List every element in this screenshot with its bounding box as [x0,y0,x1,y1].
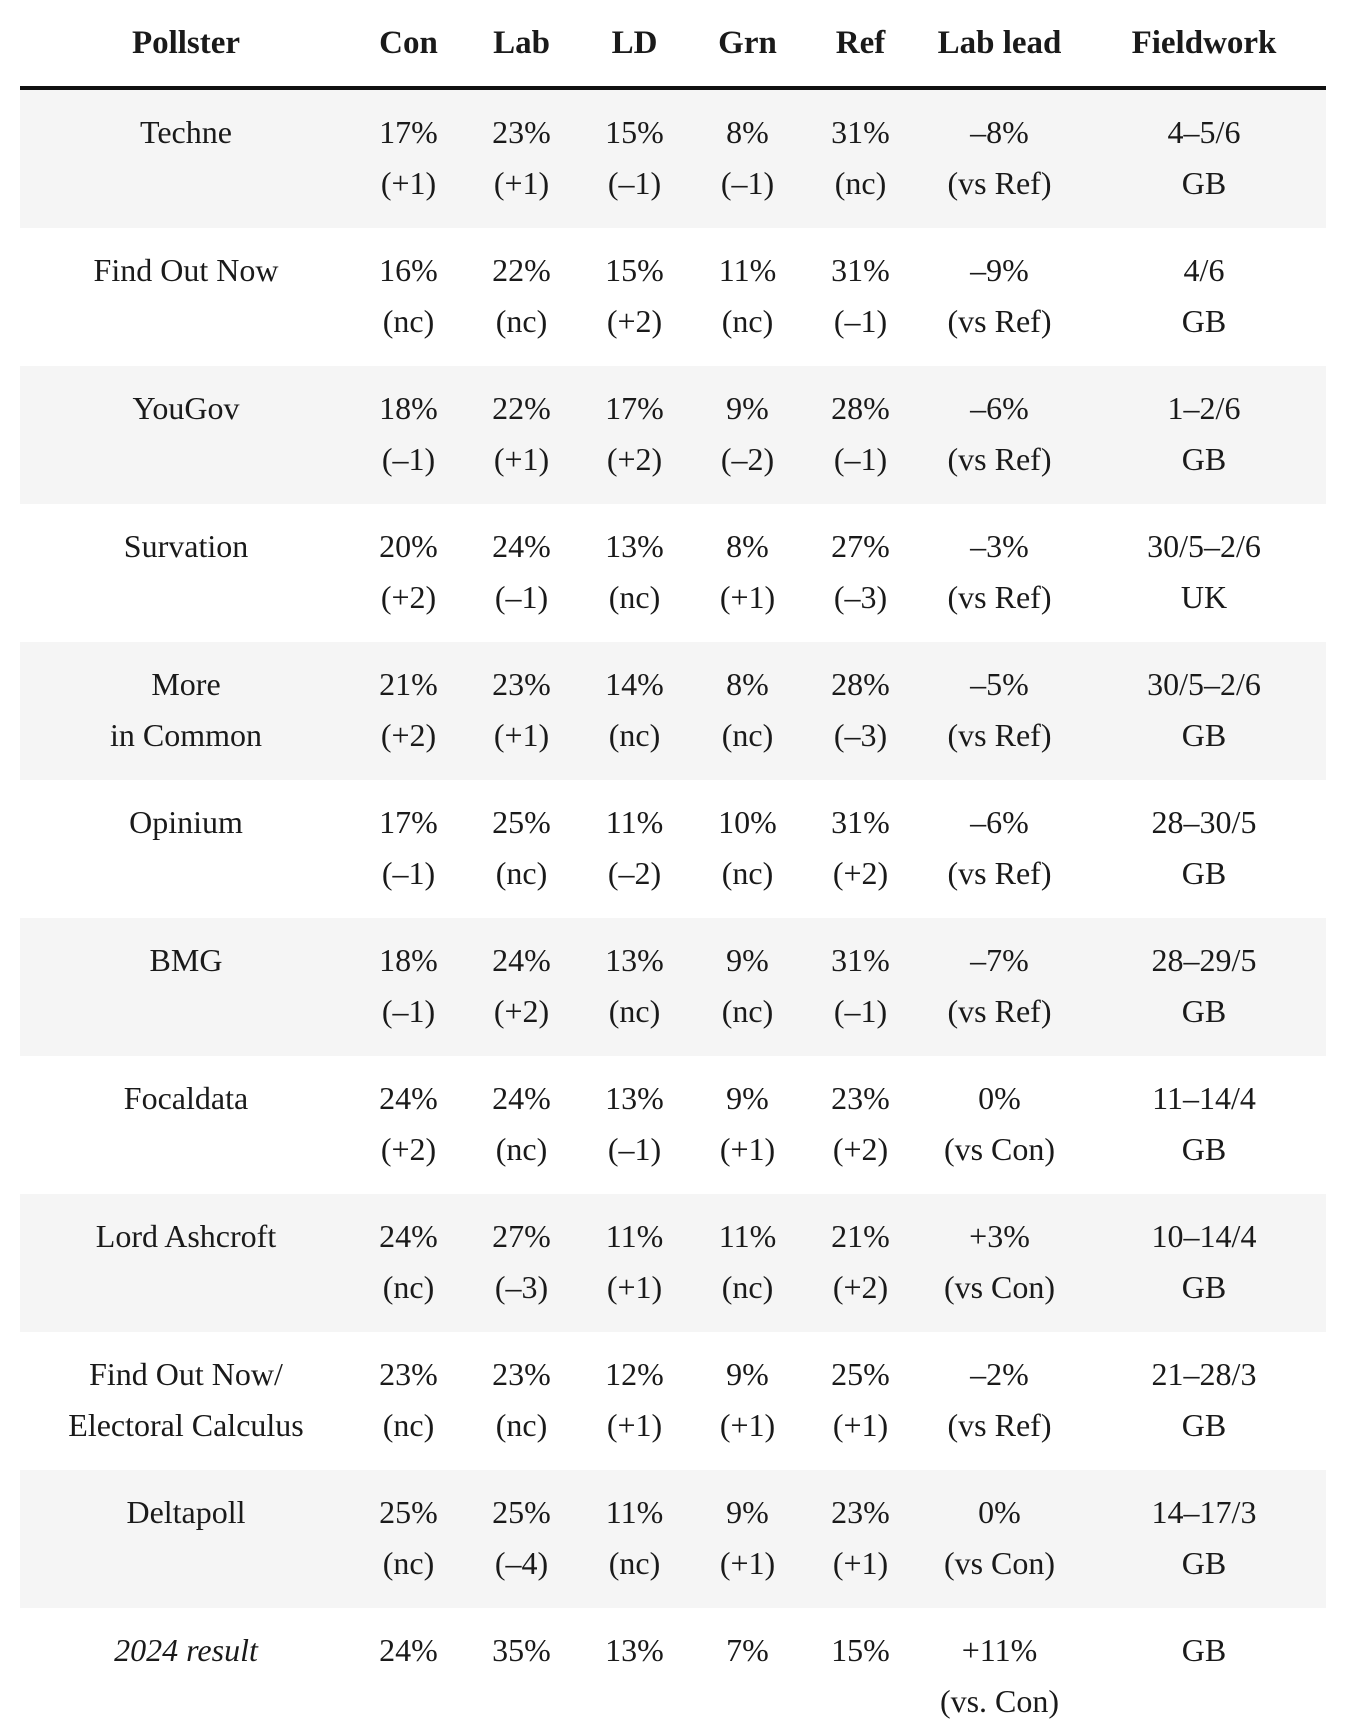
cell-value: 17% [379,804,438,840]
cell-ref [804,918,917,1056]
cell-value: 17% [605,390,664,426]
cell-ref [804,1056,917,1194]
cell-detail: (nc) [721,1269,774,1305]
column-header-pollster: Pollster [20,0,352,88]
cell-detail: (+1) [493,441,550,477]
table-row [20,918,1326,1056]
cell-detail: (+1) [606,1407,663,1443]
cell-pollster [20,918,352,1056]
cell-detail: (+1) [719,1407,776,1443]
cell-value: 23% [379,1356,438,1392]
cell-value: 24% [492,942,551,978]
cell-value: 8% [726,528,769,564]
cell-value: 25% [492,1494,551,1530]
cell-value: 22% [492,252,551,288]
cell-value: 31% [831,942,890,978]
cell-value: 20% [379,528,438,564]
cell-value: 18% [379,390,438,426]
cell-lead [917,228,1082,366]
table-row [20,642,1326,780]
column-header-fieldwork: Fieldwork [1082,0,1326,88]
cell-lab [465,1056,578,1194]
cell-value: 13% [605,1632,664,1668]
cell-value: 16% [379,252,438,288]
cell-value: –6% [970,804,1029,840]
cell-con [352,780,465,918]
cell-pollster [20,1470,352,1608]
column-header-ld: LD [578,0,691,88]
cell-detail: (–2) [720,441,775,477]
cell-value: Find Out Now [93,252,279,288]
cell-value: 1–2/6 [1167,390,1241,426]
cell-lead [917,1470,1082,1608]
cell-detail: (+2) [380,717,437,753]
cell-value: 31% [831,252,890,288]
cell-value: 22% [492,390,551,426]
cell-detail: GB [1181,441,1227,477]
cell-detail: (nc) [721,303,774,339]
cell-value: 10% [718,804,777,840]
cell-con [352,228,465,366]
cell-lead [917,1056,1082,1194]
cell-value: 23% [831,1080,890,1116]
cell-value: 15% [605,252,664,288]
cell-detail: GB [1181,303,1227,339]
cell-pollster [20,642,352,780]
table-row [20,1470,1326,1608]
cell-fieldwork [1082,1332,1326,1470]
cell-detail: (nc) [721,717,774,753]
cell-pollster [20,1608,352,1727]
cell-value: 4–5/6 [1167,114,1241,150]
cell-detail: (vs Con) [943,1269,1056,1305]
cell-grn [691,228,804,366]
cell-value: 2024 result [114,1632,258,1668]
cell-con [352,1194,465,1332]
cell-value: 17% [379,114,438,150]
cell-value: 9% [726,942,769,978]
column-header-lab-lead: Lab lead [917,0,1082,88]
table-row [20,504,1326,642]
cell-value: 11% [718,252,777,288]
cell-value: 9% [726,1356,769,1392]
cell-lead [917,642,1082,780]
cell-detail: UK [1180,579,1228,615]
cell-detail: (nc) [495,1131,548,1167]
cell-ref [804,504,917,642]
cell-detail: GB [1181,855,1227,891]
cell-detail: (–1) [833,303,888,339]
cell-grn [691,642,804,780]
cell-ref [804,780,917,918]
cell-con [352,366,465,504]
cell-detail: (vs Ref) [947,1407,1052,1443]
cell-value: Find Out Now/ [89,1356,283,1392]
cell-detail: (+1) [719,1545,776,1581]
cell-value: 21–28/3 [1151,1356,1257,1392]
cell-value: Deltapoll [126,1494,246,1530]
cell-detail: (+2) [380,579,437,615]
cell-detail: (–1) [833,993,888,1029]
cell-detail: (–2) [607,855,662,891]
cell-value: 24% [492,1080,551,1116]
cell-detail: (–3) [494,1269,549,1305]
cell-value: 13% [605,1080,664,1116]
cell-detail: in Common [109,717,262,753]
cell-lab [465,1608,578,1727]
cell-detail: (–4) [494,1545,549,1581]
cell-value: More [151,666,221,702]
cell-value: 23% [831,1494,890,1530]
cell-detail: (–1) [494,579,549,615]
cell-detail: (vs Ref) [947,993,1052,1029]
cell-grn [691,366,804,504]
cell-value: 0% [978,1494,1021,1530]
cell-value: 21% [379,666,438,702]
cell-value: Opinium [129,804,243,840]
cell-fieldwork [1082,366,1326,504]
cell-detail: (nc) [608,993,661,1029]
cell-value: 11% [605,804,664,840]
cell-lead [917,1332,1082,1470]
cell-ref [804,88,917,228]
cell-ref [804,1194,917,1332]
cell-fieldwork [1082,228,1326,366]
cell-con [352,642,465,780]
cell-detail: (+1) [380,165,437,201]
cell-value: 13% [605,528,664,564]
cell-value: 28–29/5 [1151,942,1257,978]
cell-ld [578,1194,691,1332]
cell-fieldwork [1082,1194,1326,1332]
cell-lead [917,918,1082,1056]
cell-detail: (–3) [833,717,888,753]
cell-detail: (+2) [493,993,550,1029]
cell-ref [804,366,917,504]
cell-detail: (+2) [832,855,889,891]
cell-value: 28% [831,390,890,426]
cell-value: 14% [605,666,664,702]
cell-lab [465,1194,578,1332]
cell-lab [465,918,578,1056]
cell-value: 24% [379,1218,438,1254]
cell-value: 10–14/4 [1151,1218,1257,1254]
cell-grn [691,1332,804,1470]
cell-detail: (–3) [833,579,888,615]
cell-detail: (vs Ref) [947,717,1052,753]
cell-value: 31% [831,114,890,150]
cell-lab [465,1470,578,1608]
cell-detail: (+2) [606,441,663,477]
cell-lead [917,780,1082,918]
cell-value: 11% [718,1218,777,1254]
cell-value: 13% [605,942,664,978]
cell-ld [578,780,691,918]
cell-con [352,918,465,1056]
cell-value: +3% [969,1218,1030,1254]
cell-detail: (vs Ref) [947,165,1052,201]
cell-value: –5% [970,666,1029,702]
cell-value: 35% [492,1632,551,1668]
cell-value: 30/5–2/6 [1147,666,1261,702]
cell-detail: GB [1181,1545,1227,1581]
table-row [20,1332,1326,1470]
cell-value: 8% [726,666,769,702]
cell-value: 23% [492,1356,551,1392]
cell-value: Lord Ashcroft [95,1218,277,1254]
cell-ref [804,1608,917,1727]
cell-lead [917,1194,1082,1332]
cell-pollster [20,1332,352,1470]
poll-table [20,0,1326,1727]
cell-detail: (+1) [832,1545,889,1581]
table-row [20,1194,1326,1332]
cell-value: 14–17/3 [1151,1494,1257,1530]
cell-detail: (+1) [719,579,776,615]
cell-ld [578,504,691,642]
cell-fieldwork [1082,504,1326,642]
cell-ld [578,88,691,228]
cell-lab [465,504,578,642]
cell-value: 15% [605,114,664,150]
cell-ld [578,1608,691,1727]
cell-detail: (nc) [721,855,774,891]
cell-value: Techne [140,114,232,150]
cell-grn [691,1194,804,1332]
cell-lab [465,88,578,228]
cell-value: –9% [970,252,1029,288]
cell-detail: (+1) [719,1131,776,1167]
cell-lab [465,366,578,504]
cell-lab [465,780,578,918]
cell-detail: (vs. Con) [939,1683,1060,1719]
cell-grn [691,1056,804,1194]
cell-value: 28% [831,666,890,702]
cell-detail: GB [1181,165,1227,201]
cell-detail: (+2) [832,1269,889,1305]
cell-fieldwork [1082,1470,1326,1608]
cell-value: 9% [726,1080,769,1116]
cell-detail: (nc) [608,1545,661,1581]
cell-lead [917,366,1082,504]
cell-lab [465,228,578,366]
cell-pollster [20,780,352,918]
cell-detail: (nc) [608,579,661,615]
cell-value: 9% [726,1494,769,1530]
cell-lab [465,1332,578,1470]
cell-value: 25% [831,1356,890,1392]
cell-value: –6% [970,390,1029,426]
cell-ld [578,228,691,366]
cell-ld [578,366,691,504]
cell-detail: (nc) [721,993,774,1029]
cell-detail: (vs Ref) [947,303,1052,339]
cell-detail: GB [1181,993,1227,1029]
cell-detail: (nc) [382,303,435,339]
cell-value: 9% [726,390,769,426]
cell-value: 8% [726,114,769,150]
table-row [20,780,1326,918]
cell-fieldwork [1082,88,1326,228]
cell-pollster [20,1194,352,1332]
cell-con [352,1056,465,1194]
cell-con [352,88,465,228]
column-header-lab: Lab [465,0,578,88]
cell-value: GB [1181,1632,1227,1668]
cell-grn [691,918,804,1056]
cell-ld [578,1470,691,1608]
cell-value: 27% [831,528,890,564]
cell-detail: (vs Ref) [947,579,1052,615]
cell-ref [804,1332,917,1470]
cell-detail: (+1) [832,1407,889,1443]
cell-grn [691,88,804,228]
cell-detail: (–1) [607,1131,662,1167]
cell-detail: (–1) [381,441,436,477]
cell-value: 24% [379,1080,438,1116]
cell-fieldwork [1082,918,1326,1056]
cell-value: 11–14/4 [1152,1080,1256,1116]
cell-fieldwork [1082,642,1326,780]
cell-ref [804,1470,917,1608]
cell-detail: (nc) [382,1545,435,1581]
cell-fieldwork [1082,1056,1326,1194]
cell-value: BMG [149,942,223,978]
cell-detail: GB [1181,1131,1227,1167]
cell-detail: (vs Ref) [947,441,1052,477]
cell-detail: (nc) [382,1269,435,1305]
column-header-con: Con [352,0,465,88]
poll-body [20,88,1326,1727]
cell-value: 15% [831,1632,890,1668]
cell-pollster [20,366,352,504]
cell-lead [917,1608,1082,1727]
cell-value: 23% [492,114,551,150]
cell-value: 24% [492,528,551,564]
cell-pollster [20,228,352,366]
cell-value: 11% [605,1218,664,1254]
cell-value: –8% [970,114,1029,150]
cell-detail: (vs Con) [943,1131,1056,1167]
cell-con [352,1470,465,1608]
cell-detail: GB [1181,1407,1227,1443]
cell-value: 30/5–2/6 [1147,528,1261,564]
cell-detail: (–1) [607,165,662,201]
cell-value: 27% [492,1218,551,1254]
cell-value: 25% [492,804,551,840]
cell-value: 31% [831,804,890,840]
cell-detail: (nc) [495,1407,548,1443]
table-row [20,228,1326,366]
cell-con [352,1608,465,1727]
cell-value: 0% [978,1080,1021,1116]
cell-value: 24% [379,1632,438,1668]
column-header-ref: Ref [804,0,917,88]
cell-value: 25% [379,1494,438,1530]
cell-value: 11% [605,1494,664,1530]
cell-detail: Electoral Calculus [68,1407,304,1443]
cell-detail: (nc) [382,1407,435,1443]
cell-ld [578,1056,691,1194]
cell-grn [691,1608,804,1727]
cell-value: Focaldata [123,1080,249,1116]
cell-detail: (–1) [833,441,888,477]
cell-detail: (vs Ref) [947,855,1052,891]
cell-lab [465,642,578,780]
cell-detail: GB [1181,717,1227,753]
cell-detail: (nc) [834,165,887,201]
cell-value: 12% [605,1356,664,1392]
cell-ld [578,642,691,780]
cell-detail: (+2) [380,1131,437,1167]
cell-value: +11% [961,1632,1038,1668]
cell-detail: (+1) [493,717,550,753]
cell-value: 21% [831,1218,890,1254]
cell-detail: (nc) [495,303,548,339]
table-row [20,88,1326,228]
cell-value: –7% [970,942,1029,978]
cell-detail: (+2) [832,1131,889,1167]
cell-detail: (+2) [606,303,663,339]
cell-detail: GB [1181,1269,1227,1305]
cell-con [352,1332,465,1470]
cell-value: YouGov [132,390,240,426]
cell-value: Survation [123,528,249,564]
cell-ld [578,1332,691,1470]
cell-value: 7% [726,1632,769,1668]
cell-detail: (nc) [495,855,548,891]
table-row [20,366,1326,504]
cell-fieldwork [1082,1608,1326,1727]
cell-detail: (+1) [606,1269,663,1305]
header-row [20,0,1326,88]
cell-detail: (–1) [381,993,436,1029]
column-header-grn: Grn [691,0,804,88]
cell-value: 28–30/5 [1151,804,1257,840]
cell-ld [578,918,691,1056]
cell-detail: (–1) [381,855,436,891]
cell-lead [917,504,1082,642]
cell-detail: (+1) [493,165,550,201]
cell-ref [804,228,917,366]
cell-value: 4/6 [1183,252,1225,288]
cell-grn [691,504,804,642]
cell-ref [804,642,917,780]
cell-lead [917,88,1082,228]
cell-detail: (nc) [608,717,661,753]
cell-pollster [20,1056,352,1194]
table-row [20,1056,1326,1194]
cell-pollster [20,88,352,228]
cell-detail: (–1) [720,165,775,201]
cell-fieldwork [1082,780,1326,918]
cell-value: 23% [492,666,551,702]
cell-detail: (vs Con) [943,1545,1056,1581]
cell-grn [691,1470,804,1608]
cell-value: 18% [379,942,438,978]
cell-pollster [20,504,352,642]
cell-value: –3% [970,528,1029,564]
table-row [20,1608,1326,1727]
cell-grn [691,780,804,918]
cell-con [352,504,465,642]
cell-value: –2% [970,1356,1029,1392]
